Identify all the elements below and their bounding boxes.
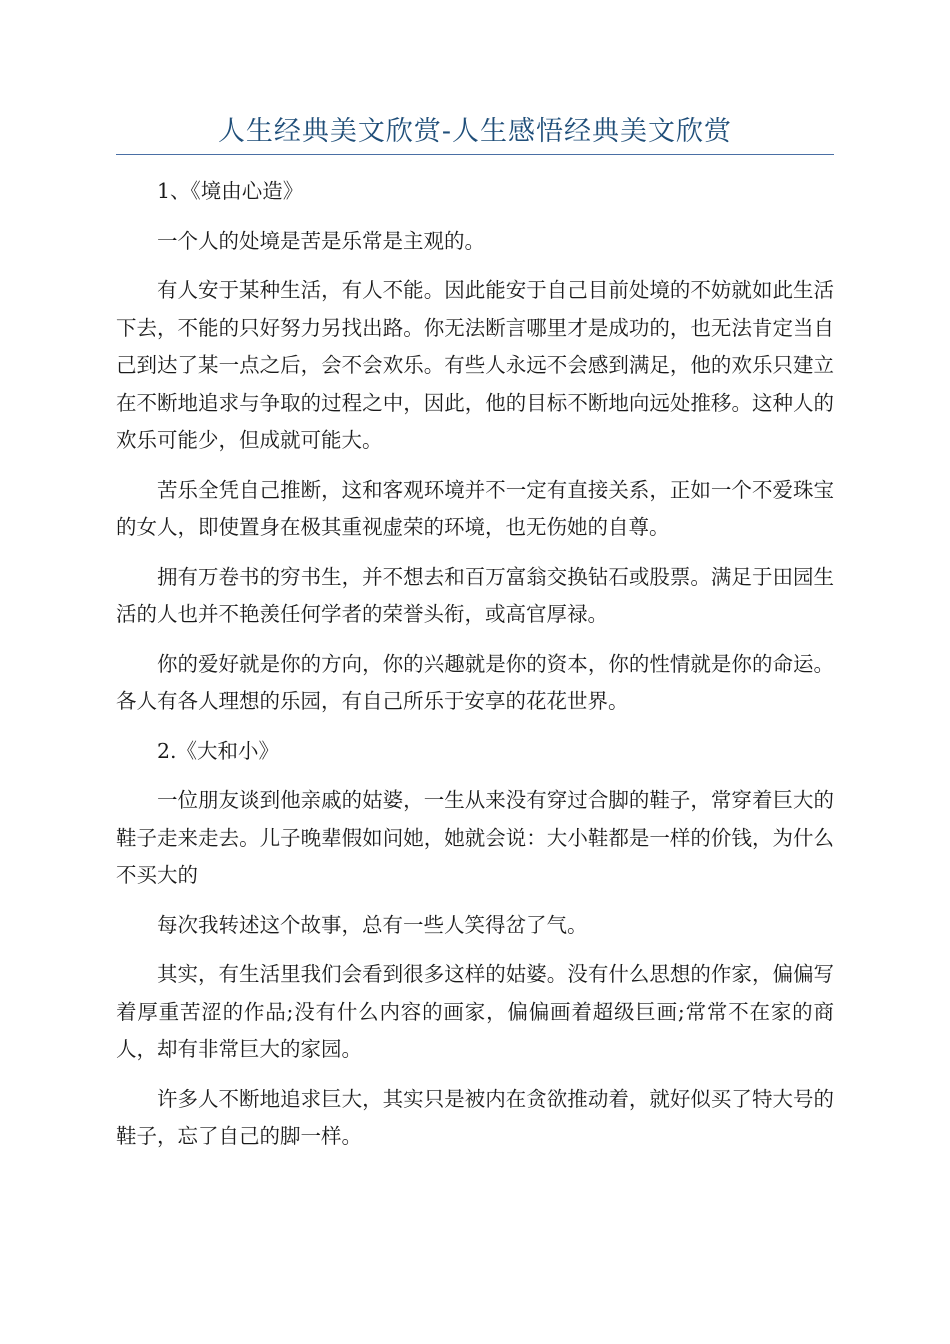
paragraph: 有人安于某种生活，有人不能。因此能安于自己目前处境的不妨就如此生活下去，不能的只好努力另找出路。你无法断言哪里才是成功的，也无法肯定当自己到达了某一点之后，会不会欢乐。有些人永远不会感到满足，他的欢乐只建立在不断地追求与争取的过程之中，因此，他的目标不断地向远处推移。这种人的欢乐可能少，但成就可能大。 (116, 278, 834, 452)
section-heading-2: 2.《大和小》 (157, 738, 280, 763)
document-body (116, 173, 834, 1168)
document-title: 人生经典美文欣赏-人生感悟经典美文欣赏 (217, 116, 733, 147)
paragraph: 每次我转述这个故事，总有一些人笑得岔了气。 (157, 912, 588, 937)
paragraph: 拥有万卷书的穷书生，并不想去和百万富翁交换钻石或股票。满足于田园生活的人也并不艳羡任何学者的荣誉头衔，或高官厚禄。 (116, 564, 834, 626)
paragraph: 一位朋友谈到他亲戚的姑婆，一生从来没有穿过合脚的鞋子，常穿着巨大的鞋子走来走去。儿子晚辈假如问她，她就会说：大小鞋都是一样的价钱，为什么不买大的 (116, 788, 834, 887)
paragraph: 你的爱好就是你的方向，你的兴趣就是你的资本，你的性情就是你的命运。各人有各人理想的乐园，有自己所乐于安享的花花世界。 (116, 651, 834, 713)
paragraph: 许多人不断地追求巨大，其实只是被内在贪欲推动着，就好似买了特大号的鞋子，忘了自己的脚一样。 (116, 1086, 834, 1148)
title-underline (116, 154, 834, 155)
paragraph: 苦乐全凭自己推断，这和客观环境并不一定有直接关系，正如一个不爱珠宝的女人，即使置身在极其重视虚荣的环境，也无伤她的自尊。 (116, 477, 834, 539)
section-heading-1: 1、《境由心造》 (157, 179, 304, 203)
paragraph: 其实，有生活里我们会看到很多这样的姑婆。没有什么思想的作家，偏偏写着厚重苦涩的作品;没有什么内容的画家，偏偏画着超级巨画;常常不在家的商人，却有非常巨大的家园。 (116, 962, 834, 1061)
paragraph: 一个人的处境是苦是乐常是主观的。 (157, 228, 485, 253)
